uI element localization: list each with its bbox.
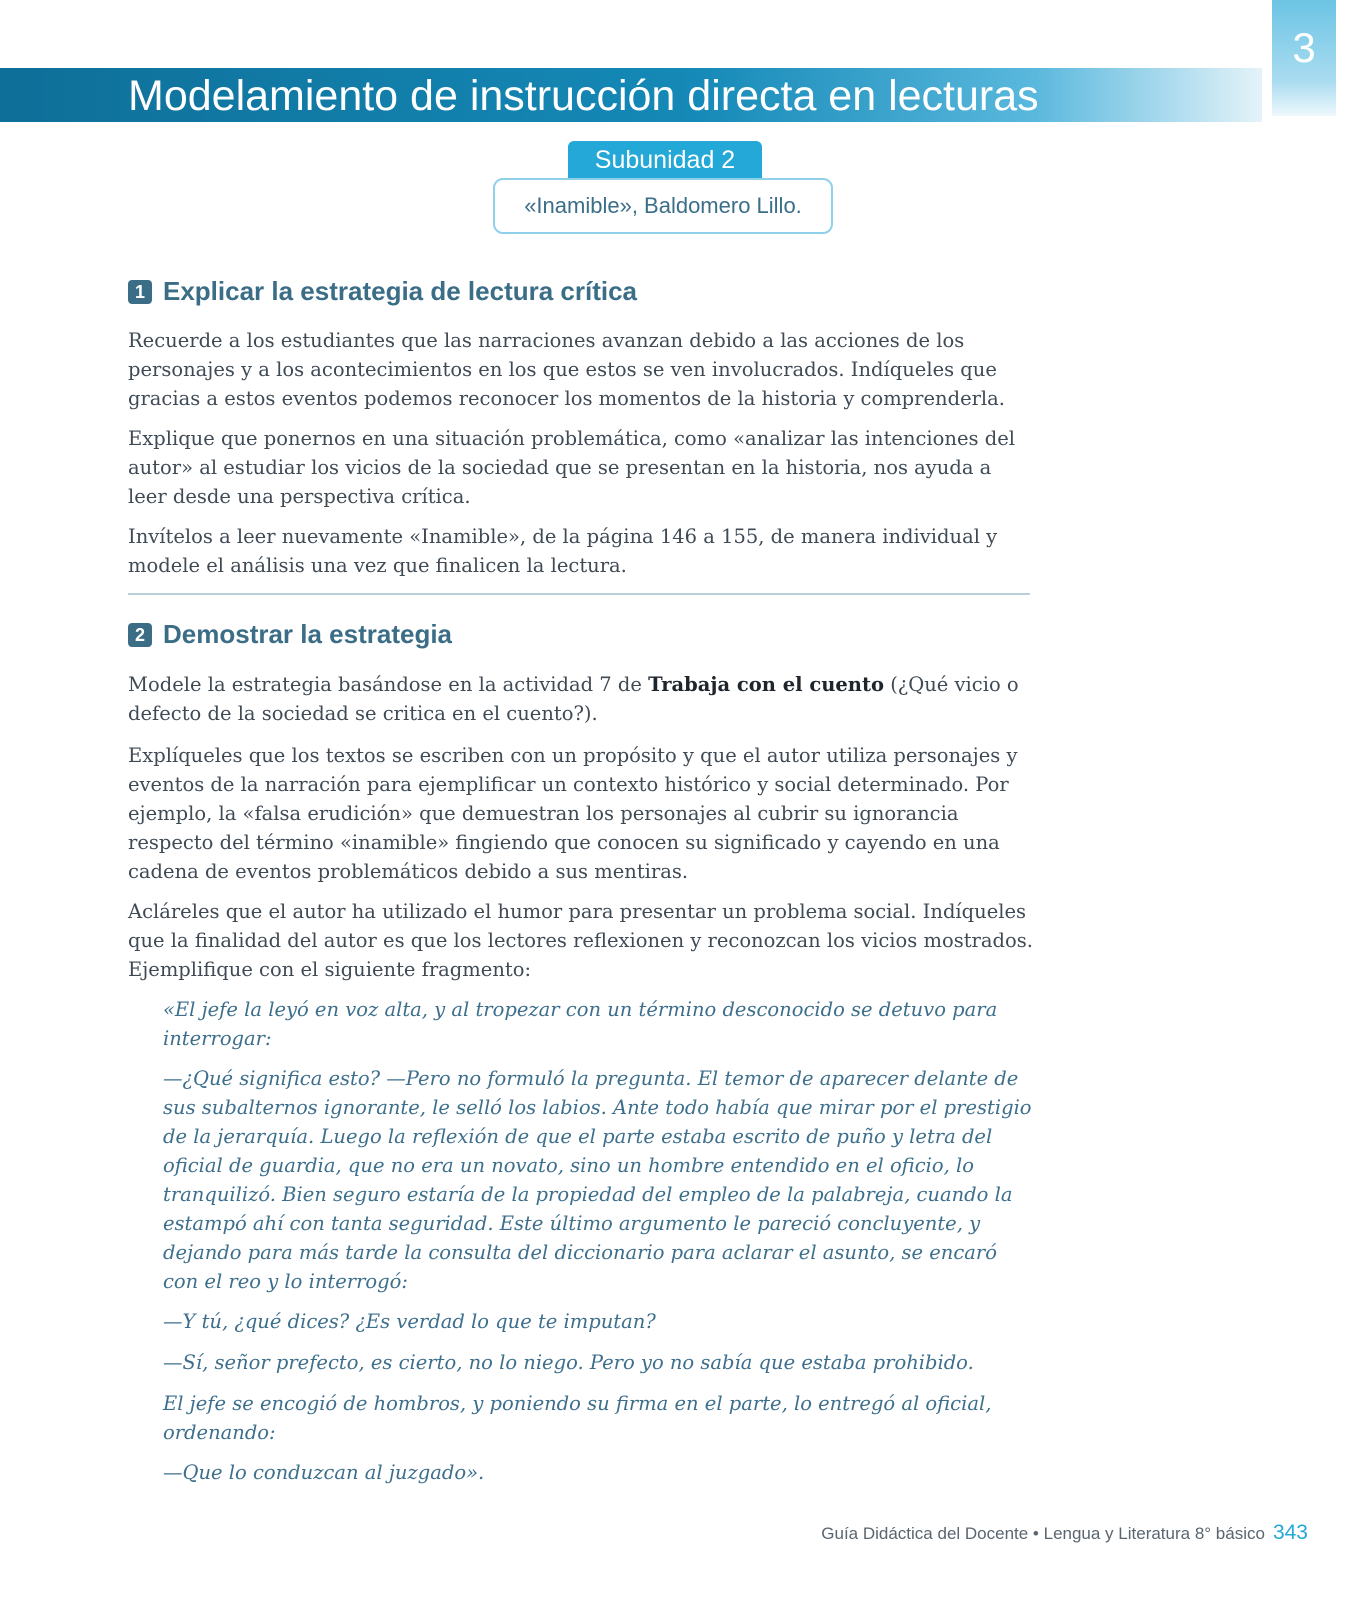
activity-reference: Trabaja con el cuento [648, 673, 884, 696]
quote-line-3: —Y tú, ¿qué dices? ¿Es verdad lo que te imputan? [163, 1310, 656, 1333]
section-1-paragraph-1: Recuerde a los estudiantes que las narraciones avanzan debido a las acciones de los personajes y a los acontecimientos en los que estos se ven involucrados. Indíqueles que gracias a estos eventos podemos reconocer los momentos de la historia y comprenderla. [128, 329, 1005, 410]
section-2-paragraph-2: Explíqueles que los textos se escriben con un propósito y que el autor utiliza personajes y eventos de la narración para ejemplificar un contexto histórico y social determinado. Por ejemplo, la «falsa erudición» que demuestran los personajes al cubrir su ignorancia respecto del término «inamible» fingiendo que conocen su significado y cayendo en una cadena de eventos problemáticos debido a sus mentiras. [128, 744, 1018, 883]
section-1-paragraph-3: Invítelos a leer nuevamente «Inamible», de la página 146 a 155, de manera individual y modele el análisis una vez que finalicen la lectura. [128, 525, 998, 577]
footer-text: Guía Didáctica del Docente • Lengua y Literatura 8° básico [821, 1524, 1265, 1543]
quote-line-5: El jefe se encogió de hombros, y poniendo su firma en el parte, lo entregó al oficial, ordenando: [163, 1392, 992, 1444]
section-1-heading [128, 276, 637, 307]
section-1-title: Explicar la estrategia de lectura crítica [163, 276, 638, 306]
page-number: 343 [1272, 1521, 1308, 1544]
section-1-number-badge: 1 [128, 280, 152, 304]
subunit-label: Subunidad 2 [568, 141, 762, 179]
subunit-reading-title: «Inamible», Baldomero Lillo. [493, 178, 833, 234]
page-footer [821, 1521, 1308, 1545]
section-2-paragraph-1-start: Modele la estrategia basándose en la actividad 7 de [128, 673, 649, 696]
quote-line-4: —Sí, señor prefecto, es cierto, no lo niego. Pero yo no sabía que estaba prohibido. [163, 1351, 974, 1374]
section-2-paragraph-1-end: (¿Qué vicio o defecto de la sociedad se critica en el cuento?). [128, 673, 1019, 725]
quote-line-1: «El jefe la leyó en voz alta, y al tropezar con un término desconocido se detuvo para interrogar: [163, 998, 998, 1050]
page-title: Modelamiento de instrucción directa en lecturas [128, 72, 1039, 120]
quote-line-6: —Que lo conduzcan al juzgado». [163, 1461, 485, 1484]
section-2-title: Demostrar la estrategia [163, 619, 453, 649]
section-divider [128, 593, 1030, 595]
section-2-paragraph-3: Acláreles que el autor ha utilizado el humor para presentar un problema social. Indíqueles que la finalidad del autor es que los lectores reflexionen y reconozcan los vicios mostrados. Ejemplifique con el siguiente fragmento: [128, 900, 1033, 981]
quote-line-2: —¿Qué significa esto? —Pero no formuló la pregunta. El temor de aparecer delante de sus subalternos ignorante, le selló los labios. Ante todo había que mirar por el prestigio de la jerarquía. Luego la reflexión de que el parte estaba escrito de puño y letra del oficial de guardia, que no era un novato, sino un hombre entendido en el oficio, lo tranquilizó. Bien seguro estaría de la propiedad del empleo de la palabreja, cuando la estampó ahí con tanta seguridad. Este último argumento le pareció concluyente, y dejando para más tarde la consulta del diccionario para aclarar el asunto, se encaró con el reo y lo interrogó: [163, 1067, 1032, 1293]
section-2-number-badge: 2 [128, 623, 152, 647]
unit-number-tab: 3 [1272, 0, 1336, 116]
section-2-paragraph-1 [128, 670, 1033, 728]
section-1-paragraph-2: Explique que ponernos en una situación problemática, como «analizar las intenciones del autor» al estudiar los vicios de la sociedad que se presentan en la historia, nos ayuda a leer desde una perspectiva crítica. [128, 427, 1015, 508]
section-2-heading [128, 619, 452, 650]
